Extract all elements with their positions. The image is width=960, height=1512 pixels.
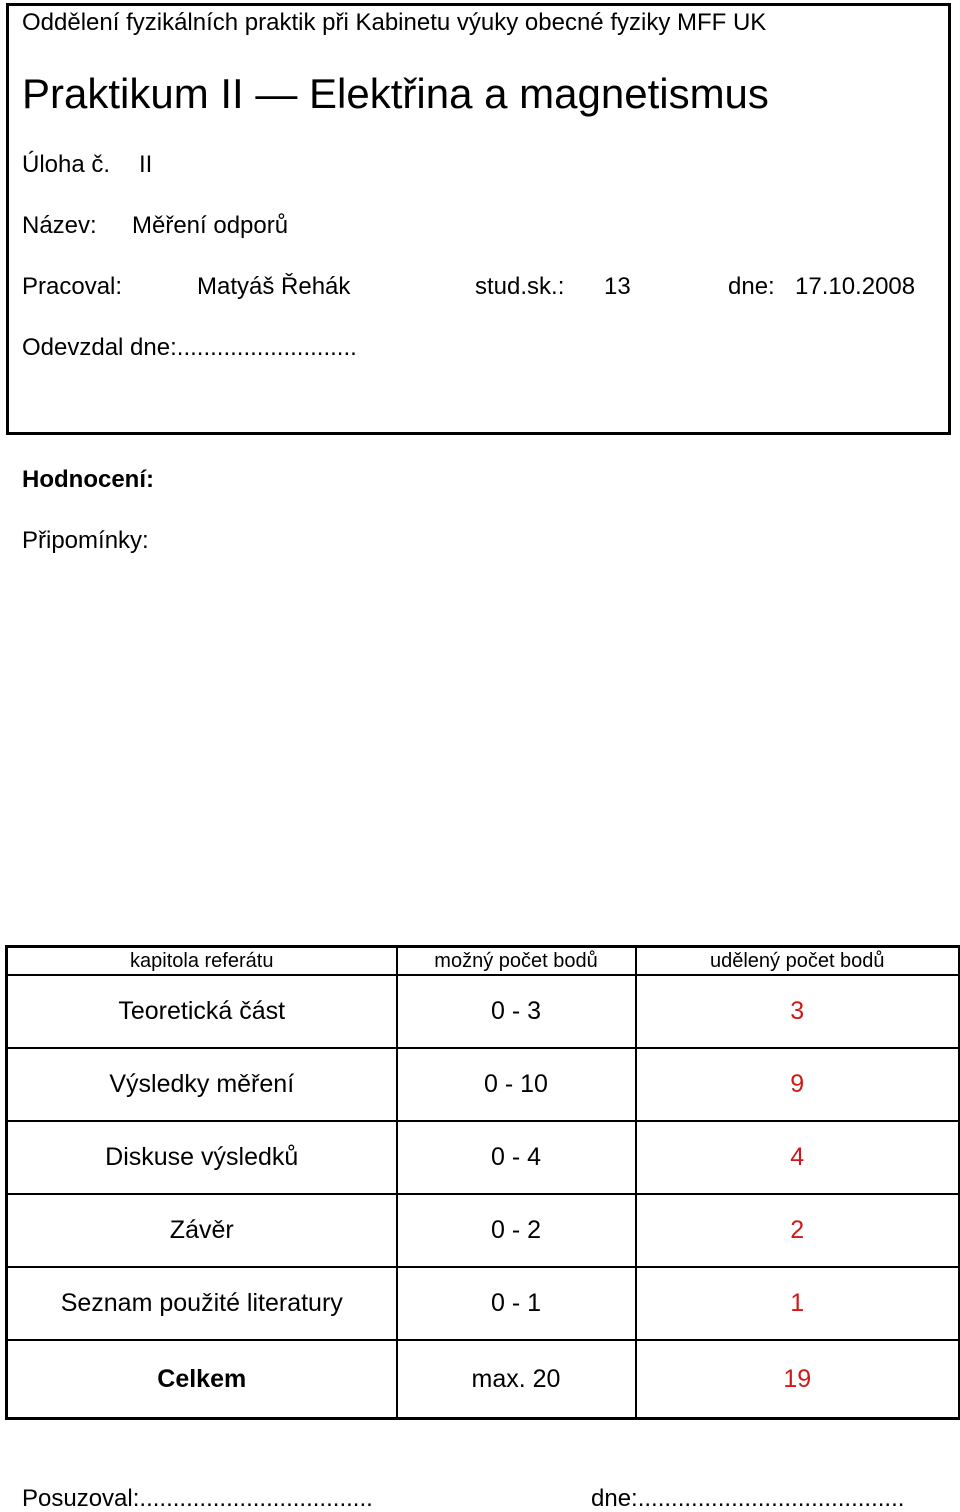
task-number: II [139, 151, 153, 178]
name-value: Měření odporů [132, 212, 289, 239]
date-label: dne: [728, 273, 775, 300]
possible-cell: 0 - 3 [397, 975, 636, 1048]
header-awarded: udělený počet bodů [636, 947, 960, 976]
department-line: Oddělení fyzikálních praktik při Kabinetu výuky obecné fyziky MFF UK [22, 9, 767, 36]
chapter-cell: Teoretická část [7, 975, 397, 1048]
chapter-cell: Seznam použité literatury [7, 1267, 397, 1340]
group-label: stud.sk.: [475, 273, 565, 300]
total-chapter-cell: Celkem [7, 1340, 397, 1419]
table-row [7, 1194, 960, 1267]
awarded-cell: 2 [636, 1194, 960, 1267]
possible-cell: 0 - 4 [397, 1121, 636, 1194]
submitted-line: Odevzdal dne:........................... [22, 334, 357, 361]
chapter-cell: Závěr [7, 1194, 397, 1267]
group-value: 13 [604, 273, 631, 300]
awarded-cell: 9 [636, 1048, 960, 1121]
table-total-row [7, 1340, 960, 1419]
date-value: 17.10.2008 [795, 273, 916, 300]
awarded-cell: 3 [636, 975, 960, 1048]
awarded-cell: 4 [636, 1121, 960, 1194]
chapter-cell: Diskuse výsledků [7, 1121, 397, 1194]
possible-cell: 0 - 2 [397, 1194, 636, 1267]
table-row [7, 1267, 960, 1340]
possible-cell: 0 - 10 [397, 1048, 636, 1121]
total-awarded-cell: 19 [636, 1340, 960, 1419]
reviewer-line: Posuzoval:................................... [22, 1485, 373, 1512]
grading-table [5, 945, 960, 1420]
table-row [7, 1048, 960, 1121]
footer-date-line: dne:........................................ [591, 1485, 905, 1512]
chapter-cell: Výsledky měření [7, 1048, 397, 1121]
header-possible: možný počet bodů [397, 947, 636, 976]
total-possible-cell: max. 20 [397, 1340, 636, 1419]
awarded-cell: 1 [636, 1267, 960, 1340]
worker-label: Pracoval: [22, 273, 123, 300]
worker-value: Matyáš Řehák [197, 273, 351, 300]
header-chapter: kapitola referátu [7, 947, 397, 976]
table-header-row [7, 947, 960, 976]
possible-cell: 0 - 1 [397, 1267, 636, 1340]
course-title: Praktikum II — Elektřina a magnetismus [22, 70, 769, 117]
rating-label: Hodnocení: [22, 466, 154, 493]
remarks-label: Připomínky: [22, 527, 149, 554]
task-label: Úloha č. [22, 151, 111, 178]
table-row [7, 975, 960, 1048]
table-row [7, 1121, 960, 1194]
name-label: Název: [22, 212, 97, 239]
